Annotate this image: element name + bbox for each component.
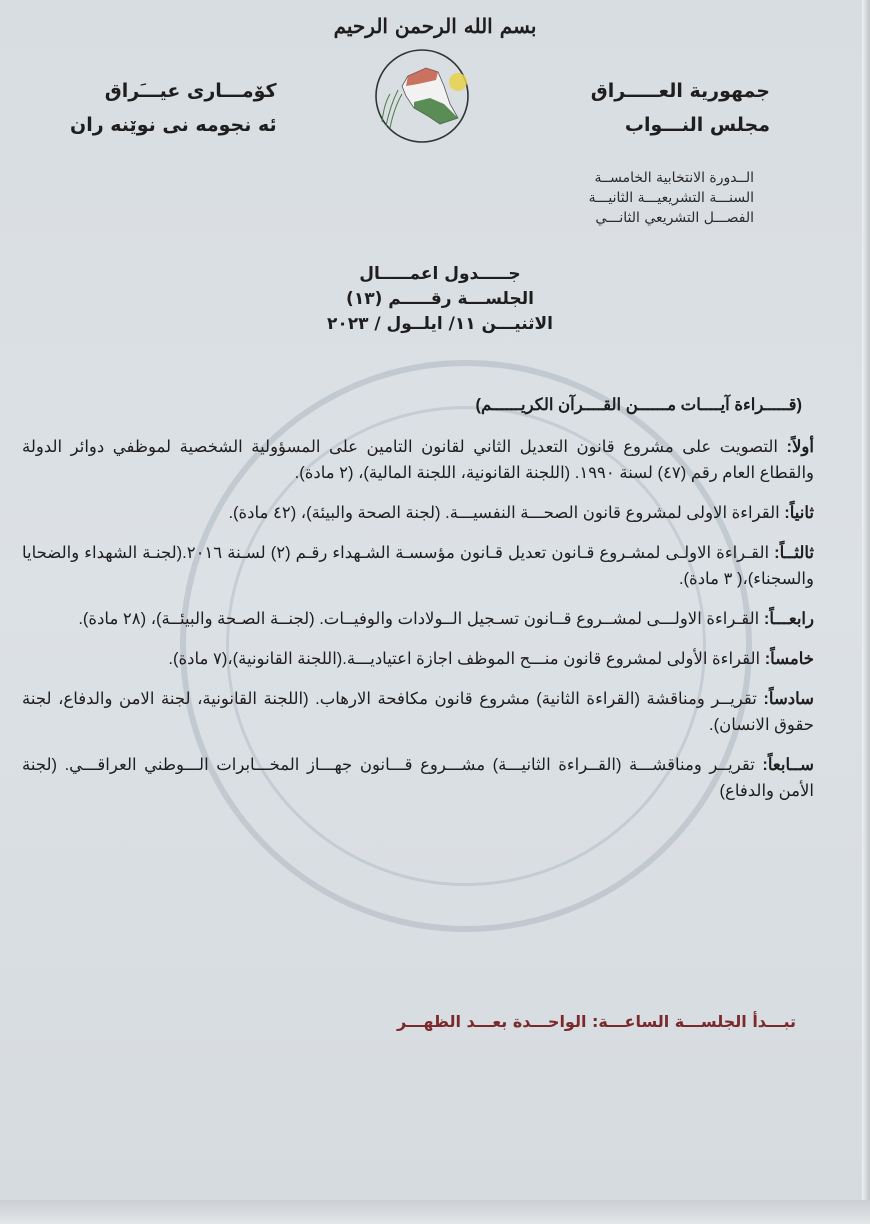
header-right-country: جمهورية العـــــراق xyxy=(590,80,770,102)
agenda-item-text: القراءة الأولى لمشروع قانون منـــح الموظف اجازة اعتياديـــة.(اللجنة القانونية)،(٧ مادة). xyxy=(168,650,761,668)
agenda-item xyxy=(22,606,814,632)
agenda-item-text: التصويت على مشروع قانون التعديل الثاني لقانون التامين على المسؤولية الشخصية لموظفي دوائر الدولة والقطاع العام رقم (٤٧) لسنة ١٩٩٠. (اللجنة القانونية، اللجنة المالية)، (٢ مادة). xyxy=(22,438,814,482)
legislative-term: الفصـــل التشريعي الثانـــي xyxy=(595,210,754,226)
agenda-item-label: أولاً: xyxy=(786,438,814,456)
agenda-item-label: ســابعاً: xyxy=(762,756,814,774)
paper-edge xyxy=(862,0,870,1224)
header-right xyxy=(591,74,770,142)
opening-quran-reading: (قـــــراءة آيــــات مــــــن القــــرآن الكريــــــم) xyxy=(475,396,802,414)
agenda-item-text: القـراءة الاولـى لمشـروع قـانون تعديل قـانون مؤسسـة الشـهداء رقـم (٢) لسـنة ٢٠١٦.(لجنـة الشهداء والضحايا والسجناء)،( ٣ مادة). xyxy=(22,544,814,588)
legislative-year: السنـــة التشريعيـــة الثانيـــة xyxy=(588,190,754,206)
paper-bottom-edge xyxy=(0,1200,870,1224)
agenda-item-text: تقريــر ومناقشة (القراءة الثانية) مشروع قانون مكافحة الارهاب. (اللجنة القانونية، لجنة الامن والدفاع، لجنة حقوق الانسان). xyxy=(22,690,814,734)
agenda-item xyxy=(22,500,814,526)
session-start-time-note: تبـــدأ الجلســـة الساعـــة: الواحـــدة بعـــد الظهـــر xyxy=(396,1012,796,1031)
agenda-item-text: القـراءة الاولـــى لمشــروع قــانون تسـجيل الــولادات والوفيــات. (لجنــة الصـحة والبيئــة)، (٢٨ مادة). xyxy=(78,610,760,628)
electoral-cycle: الــدورة الانتخابية الخامســة xyxy=(594,170,754,186)
agenda-item xyxy=(22,540,814,592)
session-info xyxy=(589,168,754,228)
agenda-item-label: رابعـــاً: xyxy=(763,610,814,628)
agenda-item-label: ثانياً: xyxy=(784,504,814,522)
agenda-item xyxy=(22,752,814,804)
agenda-item-label: ثالثــاً: xyxy=(774,544,814,562)
agenda-items xyxy=(22,392,814,818)
basmala: بسم الله الرحمن الرحيم xyxy=(333,14,537,38)
agenda-item xyxy=(22,646,814,672)
agenda-item-text: القراءة الاولى لمشروع قانون الصحـــة النفسيـــة. (لجنة الصحة والبيئة)، (٤٢ مادة). xyxy=(228,504,780,522)
agenda-heading xyxy=(260,262,620,337)
header-left-council: ئه نجومه نی نوێنه ران xyxy=(70,114,277,136)
agenda-item-text: تقريــر ومناقشـــة (القــراءة الثانيـــة) مشـــروع قـــانون جهـــاز المخـــابرات الـــوطني العراقـــي. (لجنة الأمن والدفاع) xyxy=(22,756,814,800)
session-number: الجلســـة رقـــــم (١٣) xyxy=(346,289,534,309)
agenda-item-label: سادساً: xyxy=(763,690,814,708)
session-date: الاثنيـــن ١١/ ايلــول / ٢٠٢٣ xyxy=(326,314,554,334)
council-logo xyxy=(368,46,476,146)
agenda-item xyxy=(22,434,814,486)
header-left-country: كۆمـــاری عیـــَراق xyxy=(104,80,277,102)
agenda-item-label: خامساً: xyxy=(764,650,814,668)
header-right-council: مجلس النـــواب xyxy=(624,114,770,136)
header-left xyxy=(70,74,277,142)
agenda-item xyxy=(22,686,814,738)
agenda-title: جـــــدول اعمـــــال xyxy=(359,264,521,284)
